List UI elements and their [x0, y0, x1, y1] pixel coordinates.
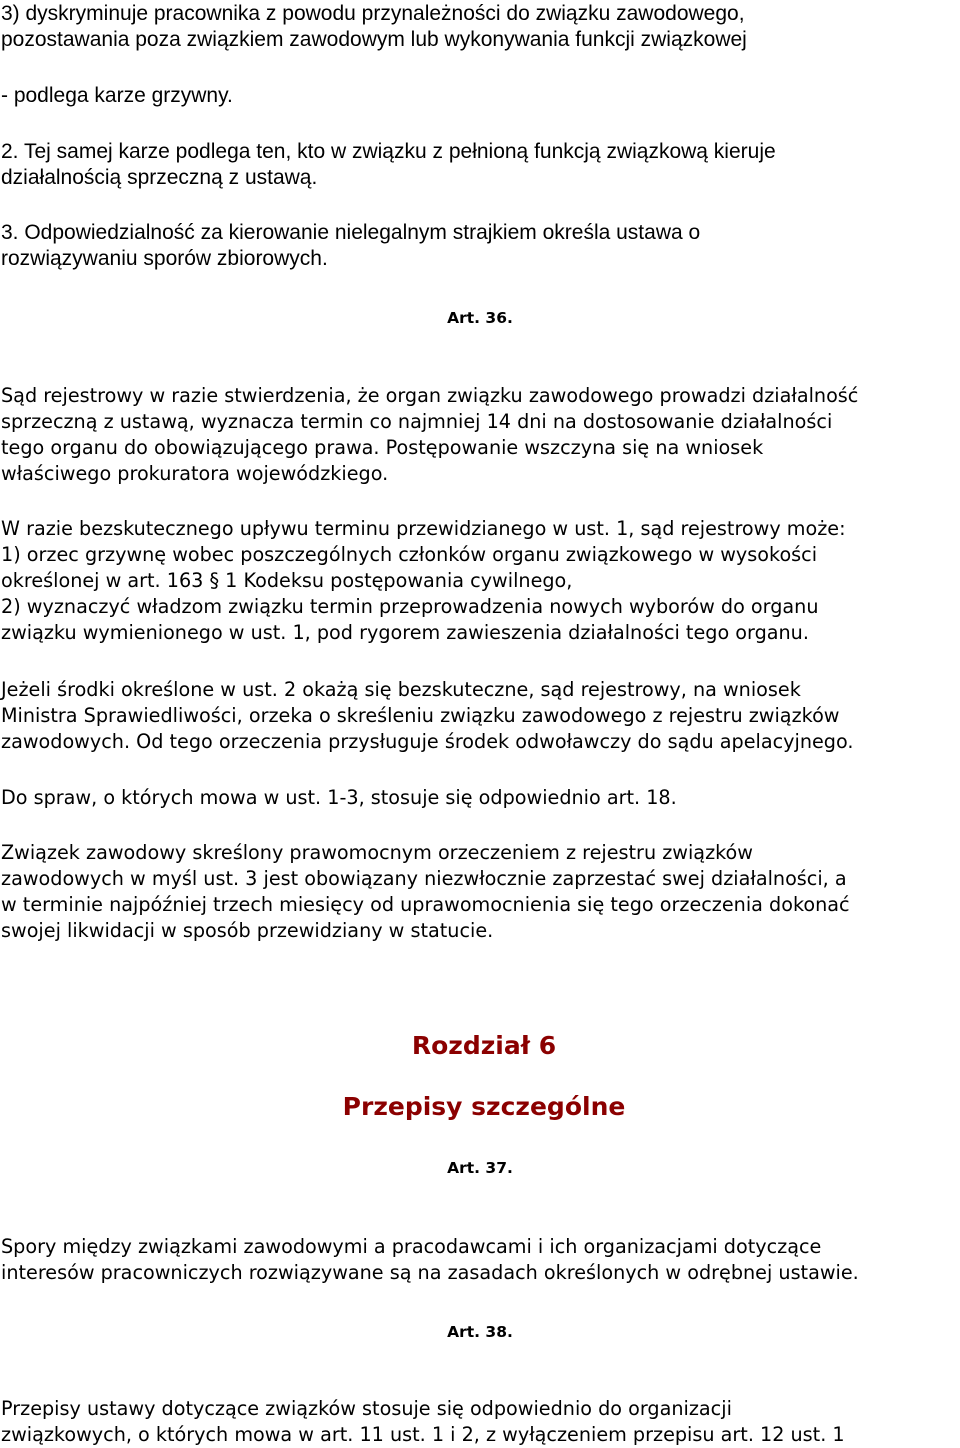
text-line: 2. Tej samej karze podlega ten, kto w związku z pełnioną funkcją związkową kieruje	[1, 140, 776, 163]
text-line: zawodowych w myśl ust. 3 jest obowiązany niezwłocznie zaprzestać swej działalności, a	[1, 867, 847, 890]
art36-paragraph-1	[1, 383, 959, 487]
text-line: Jeżeli środki określone w ust. 2 okażą się bezskuteczne, sąd rejestrowy, na wniosek	[1, 678, 801, 701]
text-line: w terminie najpóźniej trzech miesięcy od uprawomocnienia się tego orzeczenia dokonać	[1, 893, 850, 916]
article-36-heading: Art. 36.	[447, 309, 513, 327]
text-line: 1) orzec grzywnę wobec poszczególnych członków organu związkowego w wysokości	[1, 543, 818, 566]
text-line: 2) wyznaczyć władzom związku termin przeprowadzenia nowych wyborów do organu	[1, 595, 819, 618]
text-line: tego organu do obowiązującego prawa. Postępowanie wszczyna się na wniosek	[1, 436, 764, 459]
text-line: pozostawania poza związkiem zawodowym lub wykonywania funkcji związkowej	[1, 28, 747, 51]
art35-penalty	[1, 83, 959, 109]
art38-paragraph-1	[1, 1396, 959, 1448]
art35-paragraph-3	[1, 220, 959, 272]
text-line: związkowych, o których mowa w art. 11 ust. 1 i 2, z wyłączeniem przepisu art. 12 ust. 1	[1, 1423, 845, 1446]
text-line: Spory między związkami zawodowymi a pracodawcami i ich organizacjami dotyczące	[1, 1235, 822, 1258]
article-37-heading: Art. 37.	[447, 1159, 513, 1177]
text-line: zawodowych. Od tego orzeczenia przysługuje środek odwoławczy do sądu apelacyjnego.	[1, 730, 854, 753]
text-line: - podlega karze grzywny.	[1, 84, 233, 107]
art35-paragraph-2	[1, 139, 959, 191]
text-line: 3) dyskryminuje pracownika z powodu przynależności do związku zawodowego,	[1, 2, 745, 25]
text-line: Ministra Sprawiedliwości, orzeka o skreśleniu związku zawodowego z rejestru związków	[1, 704, 840, 727]
text-line: W razie bezskutecznego upływu terminu przewidzianego w ust. 1, sąd rejestrowy może:	[1, 517, 846, 540]
text-line: interesów pracowniczych rozwiązywane są na zasadach określonych w odrębnej ustawie.	[1, 1261, 859, 1284]
text-line: Związek zawodowy skreślony prawomocnym orzeczeniem z rejestru związków	[1, 841, 753, 864]
art36-paragraph-5	[1, 840, 959, 944]
art36-paragraph-4	[1, 785, 959, 811]
text-line: związku wymienionego w ust. 1, pod rygorem zawieszenia działalności tego organu.	[1, 621, 809, 644]
text-line: 3. Odpowiedzialność za kierowanie nielegalnym strajkiem określa ustawa o	[1, 221, 701, 244]
text-line: swojej likwidacji w sposób przewidziany w statucie.	[1, 919, 494, 942]
art36-paragraph-3	[1, 677, 959, 755]
art35-item3	[1, 1, 959, 53]
chapter-number-heading: Rozdział 6	[411, 1031, 557, 1060]
text-line: właściwego prokuratora wojewódzkiego.	[1, 462, 389, 485]
text-line: sprzeczną z ustawą, wyznacza termin co najmniej 14 dni na dostosowanie działalności	[1, 410, 833, 433]
art37-paragraph-1	[1, 1234, 959, 1286]
text-line: określonej w art. 163 § 1 Kodeksu postępowania cywilnego,	[1, 569, 573, 592]
text-line: rozwiązywaniu sporów zbiorowych.	[1, 247, 328, 270]
text-line: Sąd rejestrowy w razie stwierdzenia, że organ związku zawodowego prowadzi działalność	[1, 384, 859, 407]
text-line: działalnością sprzeczną z ustawą.	[1, 166, 318, 189]
text-line: Do spraw, o których mowa w ust. 1-3, stosuje się odpowiednio art. 18.	[1, 786, 677, 809]
article-38-heading: Art. 38.	[447, 1323, 513, 1341]
art36-paragraph-2	[1, 516, 959, 646]
text-line: Przepisy ustawy dotyczące związków stosuje się odpowiednio do organizacji	[1, 1397, 732, 1420]
chapter-title-heading: Przepisy szczególne	[342, 1092, 626, 1121]
